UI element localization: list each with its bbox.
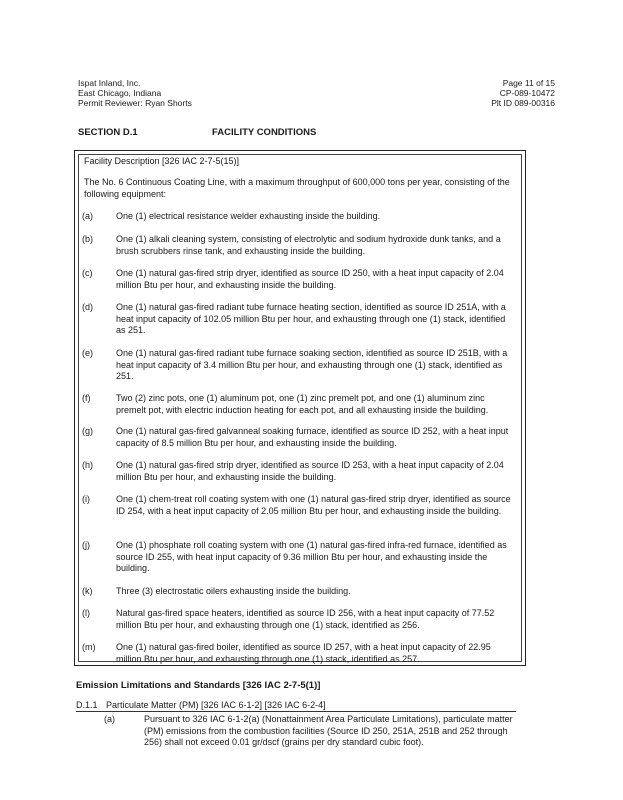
plant-id: Plt ID 089-00316 [491, 98, 555, 108]
item-text: Natural gas-fired space heaters, identified as source ID 256, with a heat input capacity of 77.52 million Btu per hour, and exhausting through one (1) stack, identified as 256. [116, 608, 495, 630]
item-text: One (1) natural gas-fired boiler, identified as source ID 257, with a heat input capacity of 22.95 million Btu per hour, and exhausting through one (1) stack, identified as 257. [116, 642, 491, 664]
emission-limitations-heading: Emission Limitations and Standards [326 IAC 2-7-5(1)] [76, 680, 321, 691]
facility-description-intro: The No. 6 Continuous Coating Line, with a maximum throughput of 600,000 tons per year, consisting of the following equipment: [84, 177, 510, 199]
header-right [491, 78, 555, 108]
item-text: One (1) chem-treat roll coating system with one (1) natural gas-fired strip dryer, identified as source ID 254, with a heat input capacity of 2.05 million Btu per hour, and exhausting inside the building. [116, 494, 511, 516]
item-text: One (1) alkali cleaning system, consisting of electrolytic and sodium hydroxide dunk tanks, and a brush scrubbers rinse tank, and exhausting inside the building. [116, 234, 501, 256]
item-label: (j) [82, 540, 90, 550]
item-text: One (1) natural gas-fired strip dryer, identified as source ID 253, with a heat input capacity of 2.04 million Btu per hour, and exhausting inside the building. [116, 460, 504, 482]
item-text: One (1) natural gas-fired strip dryer, identified as source ID 250, with a heat input capacity of 2.04 million Btu per hour, and exhausting inside the building. [116, 268, 504, 290]
section-number: SECTION D.1 [78, 127, 138, 138]
header-left [78, 78, 192, 108]
permit-reviewer: Permit Reviewer: Ryan Shorts [78, 98, 192, 108]
item-text: One (1) natural gas-fired radiant tube furnace soaking section, identified as source ID 251B, with a heat input capacity of 3.4 million Btu per hour, and exhausting through one (1) stack, identified as 251. [116, 348, 508, 381]
item-label: (g) [82, 426, 93, 436]
item-label: (i) [82, 494, 90, 504]
paragraph-label: (a) [104, 714, 115, 724]
item-label: (d) [82, 302, 93, 312]
item-label: (e) [82, 348, 93, 358]
item-text: One (1) electrical resistance welder exhausting inside the building. [116, 211, 381, 221]
item-label: (l) [82, 608, 90, 618]
paragraph-text: Pursuant to 326 IAC 6-1-2(a) (Nonattainment Area Particulate Limitations), particulate matter (PM) emissions from the combustion facilities (Source ID 250, 251A, 251B and 252 through 256) shall not exceed 0.01 gr/dscf (grains per dry standard cubic foot). [144, 714, 513, 747]
section-title: FACILITY CONDITIONS [212, 127, 317, 138]
condition-number: D.1.1 [76, 700, 98, 710]
item-label: (c) [82, 268, 93, 278]
condition-title: Particulate Matter (PM) [326 IAC 6-1-2] [326 IAC 6-2-4] [106, 700, 326, 710]
condition-heading [76, 700, 326, 710]
company-name: Ispat Inland, Inc. [78, 78, 141, 88]
item-text: One (1) natural gas-fired radiant tube furnace heating section, identified as source ID 251A, with a heat input capacity of 102.05 million Btu per hour, and exhausting through one (1) stack, identified as 251. [116, 302, 506, 335]
company-location: East Chicago, Indiana [78, 88, 162, 98]
item-label: (a) [82, 211, 93, 221]
page-number: Page 11 of 15 [502, 78, 555, 88]
item-text: Three (3) electrostatic oilers exhausting inside the building. [116, 586, 351, 596]
item-text: One (1) phosphate roll coating system with one (1) natural gas-fired infra-red furnace, identified as source ID 255, with heat input capacity of 9.36 million Btu per hour, and exhausting inside the building. [116, 540, 507, 573]
facility-description-heading: Facility Description [326 IAC 2-7-5(15)] [84, 156, 240, 166]
item-text: Two (2) zinc pots, one (1) aluminum pot, one (1) zinc premelt pot, and one (1) aluminum zinc premelt pot, with electric induction heating for each pot, and all exhausting inside the building. [116, 393, 489, 415]
condition-underline [76, 711, 516, 712]
item-label: (f) [82, 393, 91, 403]
item-label: (b) [82, 234, 93, 244]
item-label: (k) [82, 586, 93, 596]
item-label: (m) [82, 642, 96, 652]
permit-number: CP-089-10472 [499, 88, 555, 98]
item-text: One (1) natural gas-fired galvanneal soaking furnace, identified as source ID 252, with a heat input capacity of 8.5 million Btu per hour, and exhausting inside the building. [116, 426, 509, 448]
item-label: (h) [82, 460, 93, 470]
